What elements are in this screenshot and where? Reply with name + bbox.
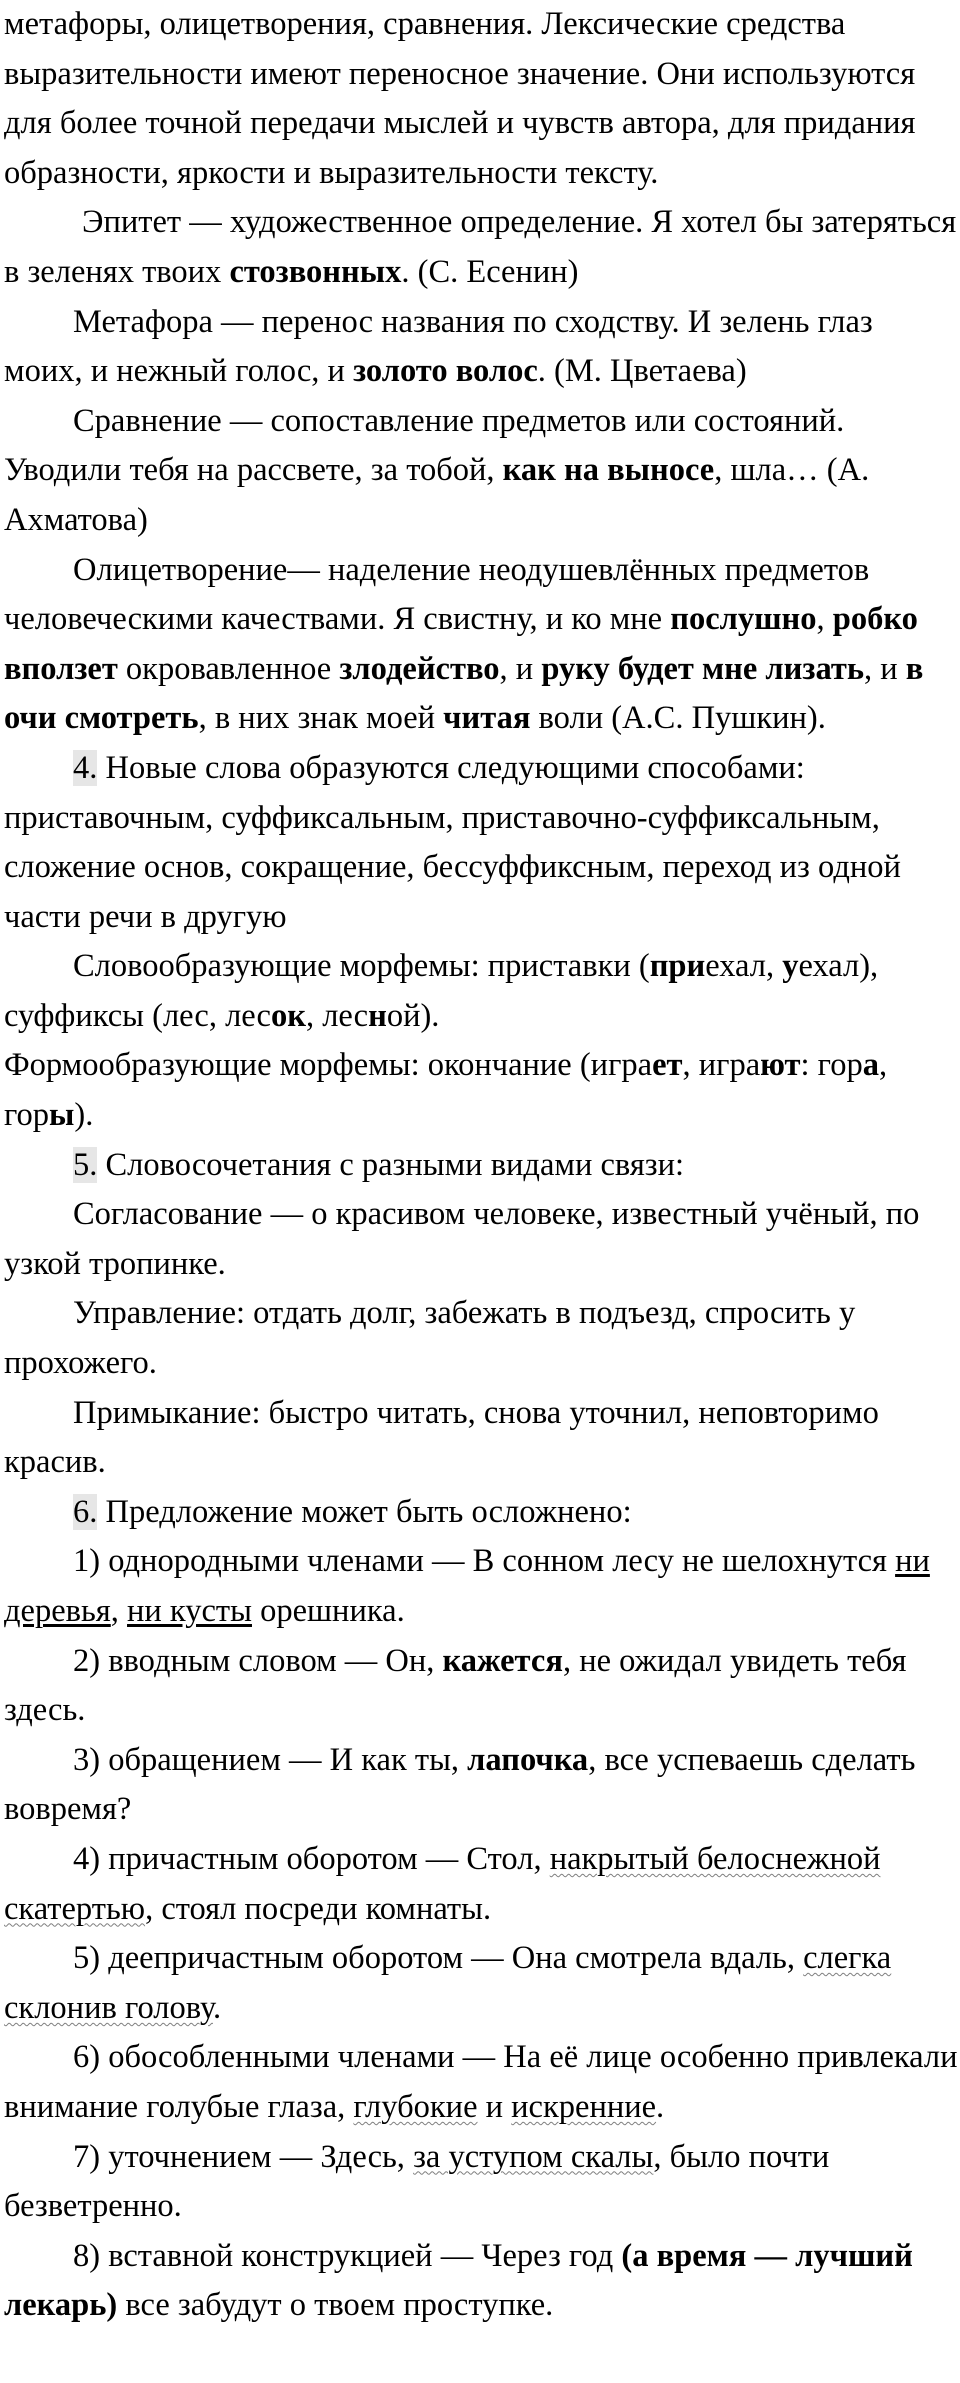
paragraph <box>4 1289 958 1388</box>
text-run: окровавленное <box>117 650 340 687</box>
text-run: , <box>816 601 833 638</box>
text-run: орешника. <box>251 1593 405 1629</box>
text-run: Предложение может быть осложнено: <box>97 1493 632 1530</box>
paragraph <box>4 1488 958 1538</box>
text-run: Словосочетания с разными видами связи: <box>97 1146 685 1183</box>
text-run: Примыкание: быстро читать, снова уточнил, неповторимо красив. <box>4 1394 879 1481</box>
text-run: , лес <box>305 997 369 1034</box>
text-run: Словообразующие морфемы: приставки ( <box>73 948 650 985</box>
bold-text: ы <box>49 1097 75 1134</box>
underlined-text: слегка склонив голову <box>4 1940 892 2026</box>
text-run: Согласование — о красивом человеке, известный учёный, по узкой тропинке. <box>4 1196 920 1282</box>
text-run: воли (А.С. Пушкин). <box>530 700 826 737</box>
bold-text: руку будет мне лизать <box>541 650 865 687</box>
bold-text: а <box>862 1047 879 1084</box>
paragraph <box>4 397 958 546</box>
paragraph <box>4 2033 958 2132</box>
paragraph <box>4 744 958 942</box>
text-run: Управление: отдать долг, забежать в подъезд, спросить у прохожего. <box>4 1295 856 1382</box>
text-run: 5) деепричастным оборотом — Она смотрела вдаль, <box>73 1940 804 1977</box>
bold-text: лапочка <box>467 1741 589 1778</box>
text-run: Эпитет — художественное определение. Я хотел бы затеряться в зеленях твоих <box>4 204 957 290</box>
paragraph <box>4 546 958 744</box>
text-run: , гор <box>4 1047 888 1134</box>
text-run: , и <box>864 650 906 687</box>
text-run: ой). <box>386 997 440 1034</box>
bold-text: читая <box>443 700 531 737</box>
text-run: : гор <box>800 1047 863 1084</box>
item-number: 4. <box>73 749 98 786</box>
text-run: , в них знак моей <box>198 700 444 737</box>
text-run: Олицетворение— наделение неодушевлённых предметов человеческими качествами. Я свистну, и ко мне <box>4 551 870 638</box>
text-run: , стоял посреди комнаты. <box>145 1890 492 1927</box>
bold-text: у <box>782 948 799 985</box>
text-run: 3) обращением — И как ты, <box>73 1741 468 1778</box>
text-run: , <box>110 1593 128 1629</box>
paragraph <box>4 1637 958 1736</box>
paragraph <box>4 1190 958 1289</box>
bold-text: ют <box>760 1047 801 1084</box>
item-number: 5. <box>73 1146 98 1183</box>
bold-text: ок <box>270 997 306 1034</box>
bold-text: ет <box>652 1047 683 1084</box>
text-run: 8) вставной конструкцией — Через год <box>73 2237 622 2274</box>
underlined-text: искренние <box>511 2088 657 2125</box>
text-run: , игра <box>682 1047 761 1084</box>
text-run: , не ожидал увидеть тебя здесь. <box>4 1642 907 1729</box>
paragraph <box>4 298 958 397</box>
text-run: ехал), суффиксы (лес, лес <box>4 948 879 1034</box>
underlined-text: накрытый белоснежной скатертью <box>4 1840 881 1927</box>
bold-text: кажется <box>442 1642 563 1679</box>
text-run: 1) однородными членами — В сонном лесу не шелохнутся <box>73 1543 896 1580</box>
bold-text: н <box>368 997 387 1034</box>
paragraph <box>4 1389 958 1488</box>
text-run: все забудут о твоем проступке. <box>117 2287 554 2324</box>
paragraph <box>4 1537 958 1636</box>
text-run: 4) причастным оборотом — Стол, <box>73 1840 550 1877</box>
text-run: , было почти безветренно. <box>4 2138 830 2225</box>
paragraph <box>4 2232 958 2331</box>
text-run: и <box>477 2088 512 2125</box>
paragraph <box>4 198 958 297</box>
text-run: Формообразующие морфемы: окончание (игра <box>4 1047 653 1084</box>
text-run: . <box>656 2088 665 2125</box>
text-run: , шла… (А. Ахматова) <box>4 452 870 538</box>
bold-text: послушно <box>670 601 817 638</box>
paragraph <box>4 1141 958 1191</box>
paragraph <box>4 1041 958 1140</box>
bold-text: стозвонных <box>229 253 402 290</box>
text-run: ехал, <box>705 948 783 985</box>
text-run: . <box>212 1989 222 2026</box>
underlined-text: ни кусты <box>127 1593 252 1629</box>
paragraph <box>4 0 958 198</box>
text-run: Сравнение — сопоставление предметов или состояний. Уводили тебя на рассвете, за тобой, <box>4 402 845 489</box>
text-run: метафоры, олицетворения, сравнения. Лексические средства выразительности имеют переносное значение. Они используются для более точной передачи мыслей и чувств автора, для придания образности, яркости и выразительности тексту. <box>4 6 916 191</box>
bold-text: в очи смотреть <box>4 650 924 737</box>
paragraph <box>4 1736 958 1835</box>
text-run: 6) обособленными членами — На её лице особенно привлекали внимание голубые глаза, <box>4 2039 958 2125</box>
text-run: Новые слова образуются следующими способами: приставочным, суффиксальным, приставочно-суффиксальным, сложение основ, сокращение, бессуффиксным, переход из одной части речи в другую <box>4 749 901 935</box>
bold-text: как на выносе <box>502 452 715 489</box>
bold-text: злодейство <box>339 650 500 687</box>
text-run: . (С. Есенин) <box>401 253 579 290</box>
underlined-text: глубокие <box>353 2088 478 2125</box>
text-run: , все успеваешь сделать вовремя? <box>4 1741 916 1828</box>
paragraph <box>4 942 958 1041</box>
bold-text: золото волос <box>353 353 538 390</box>
paragraph <box>4 1934 958 2033</box>
text-run: . (М. Цветаева) <box>537 353 747 390</box>
text-run: Метафора — перенос названия по сходству. И зелень глаз моих, и нежный голос, и <box>4 303 873 390</box>
paragraph <box>4 2133 958 2232</box>
text-run: , и <box>499 650 542 687</box>
underlined-text: ни деревья <box>4 1543 930 1629</box>
bold-text: (а время — лучший лекарь) <box>4 2237 913 2324</box>
underlined-text: за уступом скалы <box>413 2138 654 2175</box>
bold-text: робко вползет <box>4 601 918 687</box>
text-run: ). <box>74 1097 94 1134</box>
paragraph <box>4 1835 958 1934</box>
item-number: 6. <box>73 1493 98 1530</box>
text-run: 2) вводным словом — Он, <box>73 1642 443 1679</box>
bold-text: при <box>649 948 706 985</box>
text-run: 7) уточнением — Здесь, <box>73 2138 414 2175</box>
